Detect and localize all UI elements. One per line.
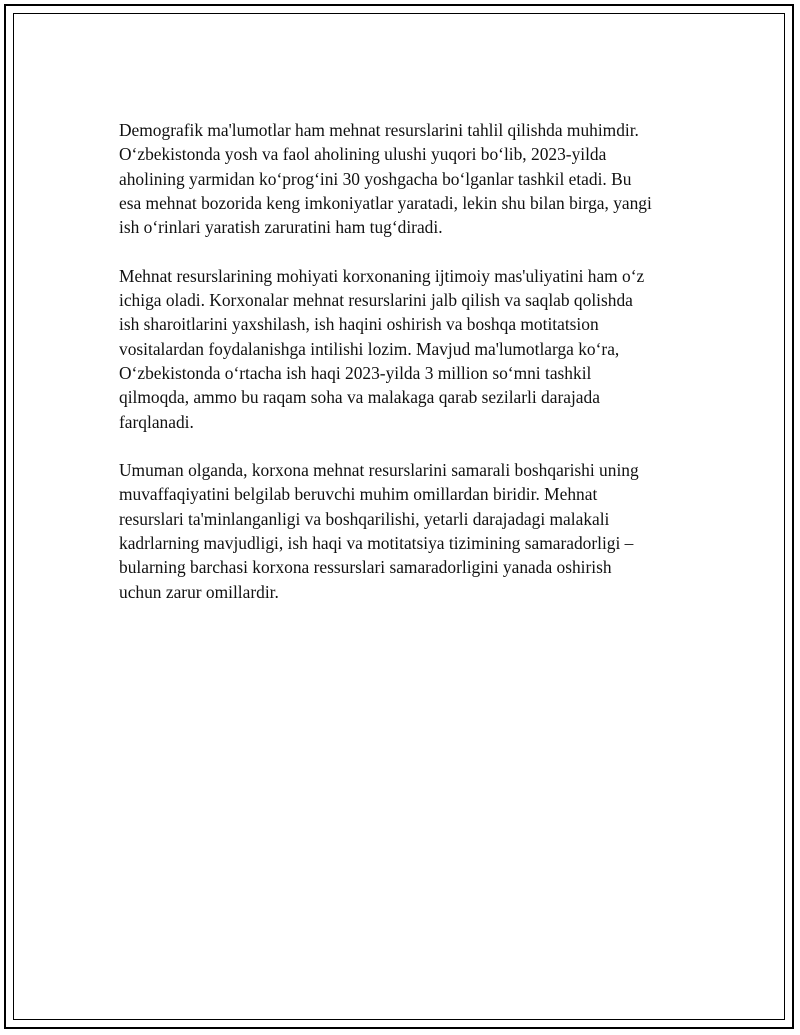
paragraph-demographics: Demografik ma'lumotlar ham mehnat resurslarini tahlil qilishda muhimdir. O‘zbekistonda yosh va faol aholining ulushi yuqori bo‘lib, 2023-yilda aholining yarmidan ko‘prog‘ini 30 yoshgacha bo‘lganlar tashkil etadi. Bu esa mehnat bozorida keng imkoniyatlar yaratadi, lekin shu bilan birga, yangi ish o‘rinlari yaratish zaruratini ham tug‘diradi. xyxy=(119,120,652,238)
paragraph-conclusion: Umuman olganda, korxona mehnat resurslarini samarali boshqarishi uning muvaffaqiyatini belgilab beruvchi muhim omillardan biridir. Mehnat resurslari ta'minlanganligi va boshqarilishi, yetarli darajadagi malakali kadrlarning mavjudligi, ish haqi va motitatsiya tizimining samaradorligi – bularning barchasi korxona ressurslari samaradorligini yanada oshirish uchun zarur omillardir. xyxy=(119,460,639,602)
document-body xyxy=(119,118,699,628)
paragraph-social-responsibility: Mehnat resurslarining mohiyati korxonaning ijtimoiy mas'uliyatini ham o‘z ichiga oladi. Korxonalar mehnat resurslarini jalb qilish va saqlab qolishda ish sharoitlarini yaxshilash, ish haqini oshirish va boshqa motitatsion vositalardan foydalanishga intilishi lozim. Mavjud ma'lumotlarga ko‘ra, O‘zbekistonda o‘rtacha ish haqi 2023-yilda 3 million so‘mni tashkil qilmoqda, ammo bu raqam soha va malakaga qarab sezilarli darajada farqlanadi. xyxy=(119,265,645,432)
